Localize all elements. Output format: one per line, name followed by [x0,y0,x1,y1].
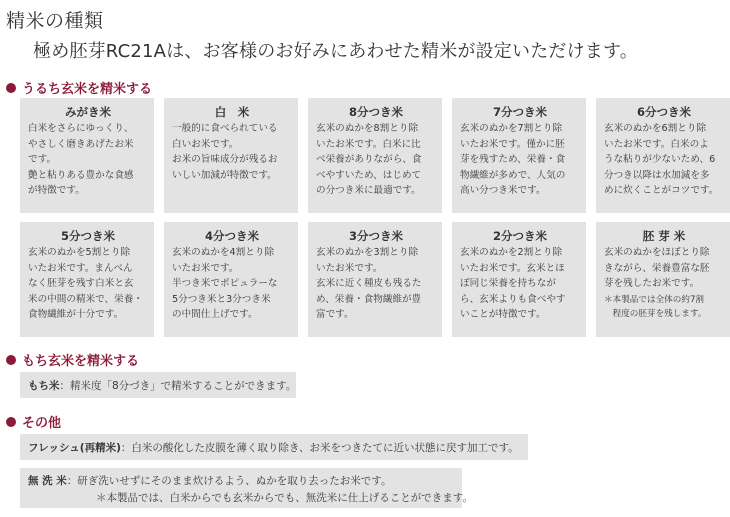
card-title: 5分つき米 [60,229,115,243]
card-title: 白 米 [214,105,250,119]
fresh-bar [20,434,528,460]
fresh-label: フレッシュ(再精米) [28,442,121,454]
section-uruchi-label: うるち玄米を精米する [22,82,153,97]
section-mochi-label: もち玄米を精米する [22,354,140,369]
card-2bu [452,222,586,337]
card-title: 4分つき米 [204,229,259,243]
card-6bu [596,98,730,213]
card-body: 玄米のぬかを2割とり除 いたお米です。玄米とほ ぼ同じ栄養を持ちなが ら、玄米よりも食べやす いことが特徴です。 [460,247,566,320]
section-other-label: その他 [22,416,62,431]
section-uruchi-heading [6,78,152,97]
musen-bar [20,468,473,508]
card-body: 玄米のぬかを8割とり除 いたお米です。白米に比 べ栄養がありながら、食 べやすいため、はじめて の分つき米に最適です。 [316,123,422,196]
card-title: 胚 芽 米 [642,229,686,243]
card-5bu [20,222,154,337]
card-body: 玄米のぬかを7割とり除 いたお米です。僅かに胚 芽を残すため、栄養・食 物繊維が多めで、人気の 高い分つき米です。 [460,123,566,196]
card-4bu [164,222,298,337]
card-haiga [596,222,730,337]
musen-label: 無 洗 米 [28,475,67,487]
bullet-dot-icon [6,417,16,427]
fresh-text: ：白米の酸化した皮膜を薄く取り除き、お米をつきたてに近い状態に戻す加工です。 [120,442,519,454]
card-3bu [308,222,442,337]
card-8bu [308,98,442,213]
mochi-text: ：精米度「8分づき」で精米することができます。 [59,380,297,392]
card-body: 白米をさらにゆっくり、 やさしく磨きあげたお米 です。 艶と粘りある豊かな食感 が特徴です。 [28,123,134,196]
card-hakumai [164,98,298,213]
mochi-label: もち米 [28,380,60,392]
card-body: 玄米のぬかを3割とり除 いたお米です。 玄米に近く種皮も残るた め、栄養・食物繊維が豊 富です。 [316,247,422,320]
card-title: 3分つき米 [348,229,403,243]
rice-grid-row1 [20,98,730,213]
section-other-heading [6,412,61,431]
section-mochi-heading [6,350,139,369]
page-title: 精米の種類 [6,10,104,32]
rice-grid-row2 [20,222,730,337]
card-note: ＊本製品では全体の約7割 程度の胚芽を残します。 [604,294,707,319]
card-migaki [20,98,154,213]
card-title: 2分つき米 [492,229,547,243]
bullet-dot-icon [6,83,16,93]
card-body: 玄米のぬかをほぼとり除 きながら、栄養豊富な胚 芽を残したお米です。 [604,247,710,289]
card-body: 一般的に食べられている 白いお米です。 お米の旨味成分が残るお いしい加減が特徴です。 [172,123,278,181]
card-7bu [452,98,586,213]
card-title: 6分つき米 [636,105,691,119]
card-body: 玄米のぬかを4割とり除 いたお米です。 半つき米でポピュラーな 5分つき米と3分つき米 の中間仕上げです。 [172,247,278,320]
card-body: 玄米のぬかを6割とり除 いたお米です。白米のよ うな粘りが少ないため、6 分つき以降は水加減を多 めに炊くことがコツです。 [604,123,719,196]
card-title: みがき米 [65,105,111,119]
card-title: 7分つき米 [492,105,547,119]
bullet-dot-icon [6,355,16,365]
card-body: 玄米のぬかを5割とり除 いたお米です。まんべん なく胚芽を残す白米と玄 米の中間の精米で、栄養・ 食物繊維が十分です。 [28,247,143,320]
musen-note: ＊本製品では、白米からでも玄米からでも、無洗米に仕上げることができます。 [96,492,473,504]
page-subtitle: 極め胚芽RC21Aは、お客様のお好みにあわせた精米が設定いただけます。 [33,41,638,62]
card-title: 8分つき米 [348,105,403,119]
mochi-bar [20,372,296,398]
musen-text: ：研ぎ洗いせずにそのまま炊けるよう、ぬかを取り去ったお米です。 [66,475,392,487]
